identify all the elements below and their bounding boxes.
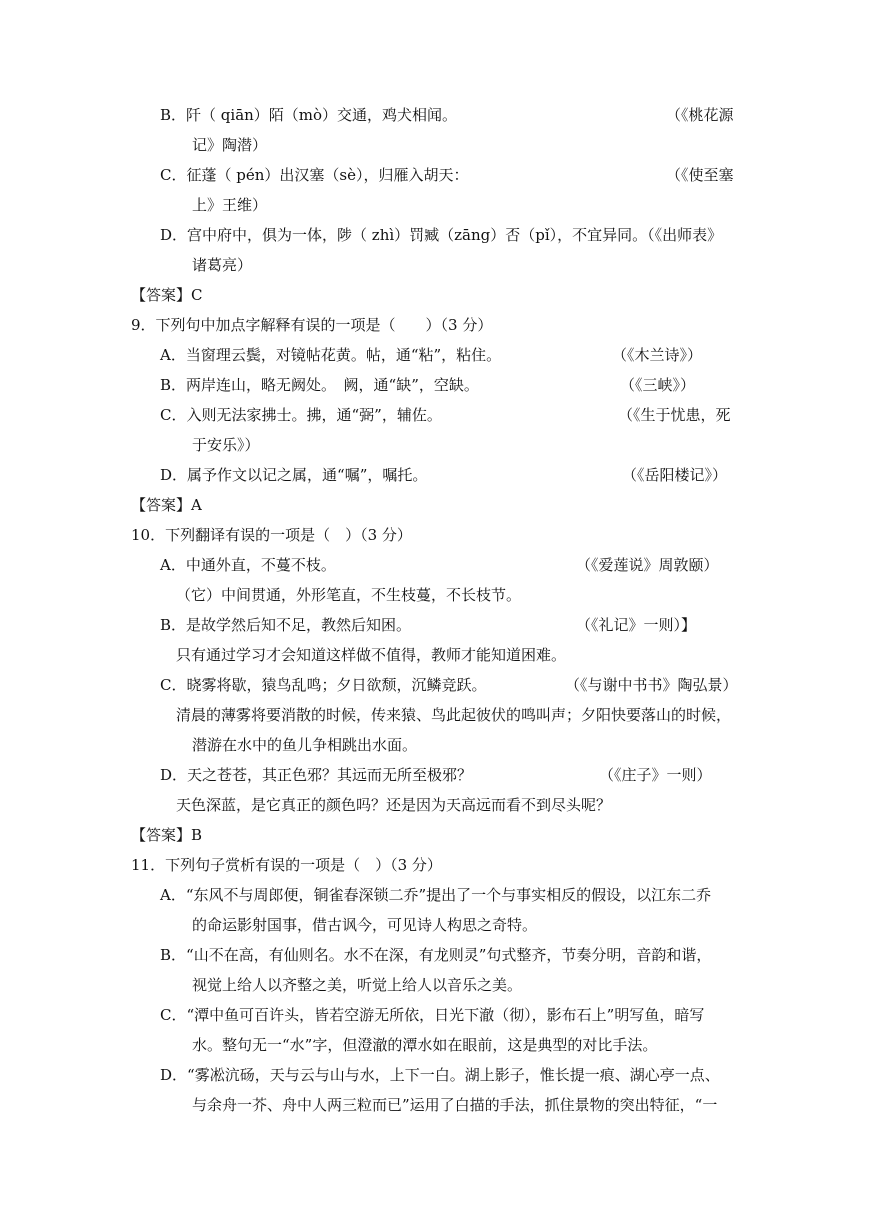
q10-option-d: D．天之苍苍，其正色邪？其远而无所至极邪？ [160, 766, 473, 784]
q11-option-d: D．“雾凇沆砀，天与云与山与水，上下一白。湖上影子，惟长提一痕、湖心亭一点、 [160, 1066, 720, 1084]
q8-answer: 【答案】C [131, 286, 203, 304]
q9-option-c-source: （《生于忧患，死 [618, 406, 731, 424]
q11-stem: 11．下列句子赏析有误的一项是（ ）（3 分） [131, 856, 442, 874]
q11-option-c-cont: 水。整句无一“水”字，但澄澈的潭水如在眼前，这是典型的对比手法。 [192, 1036, 658, 1054]
q10-stem: 10．下列翻译有误的一项是（ ）（3 分） [131, 526, 412, 544]
q9-option-a-source: （《木兰诗》） [612, 346, 703, 364]
q9-option-c: C．入则无法家拂士。拂，通“弼”，辅佐。 [160, 406, 442, 424]
q9-option-a: A．当窗理云鬓，对镜帖花黄。帖，通“粘”，粘住。 [160, 346, 502, 364]
q8-option-d-cont: 诸葛亮） [192, 256, 253, 274]
q10-option-a-translation: （它）中间贯通，外形笔直，不生枝蔓，不长枝节。 [176, 586, 522, 604]
q10-option-b: B．是故学然后知不足，教然后知困。 [160, 616, 412, 634]
q11-option-c: C．“潭中鱼可百许头，皆若空游无所依，日光下澈（彻），影布石上”明写鱼，暗写 [160, 1006, 705, 1024]
q10-option-b-source: （《礼记》一则）】 [576, 616, 697, 634]
q10-option-a: A．中通外直，不蔓不枝。 [160, 556, 336, 574]
q10-option-c-source: （《与谢中书书》陶弘景） [565, 676, 738, 694]
q10-option-b-translation: 只有通过学习才会知道这样做不值得，教师才能知道困难。 [176, 646, 567, 664]
q8-option-b-source: （《桃花源 [666, 106, 734, 124]
q11-option-b-cont: 视觉上给人以齐整之美，听觉上给人以音乐之美。 [192, 976, 523, 994]
q9-stem: 9．下列句中加点字解释有误的一项是（ ）（3 分） [131, 316, 493, 334]
q10-option-c-translation-cont: 潜游在水中的鱼儿争相跳出水面。 [192, 736, 418, 754]
q8-option-d: D．宫中府中，俱为一体，陟（ zhì）罚臧（zāng）否（pǐ），不宜异同。（《出师表》 [160, 226, 723, 244]
q9-option-c-source-cont: 于安乐》） [192, 436, 260, 454]
q9-option-d: D．属予作文以记之属，通“嘱”，嘱托。 [160, 466, 428, 484]
q11-option-b: B．“山不在高，有仙则名。水不在深，有龙则灵”句式整齐，节奏分明，音韵和谐， [160, 946, 712, 964]
q10-answer: 【答案】B [131, 826, 203, 844]
q11-option-a-cont: 的命运影射国事，借古讽今，可见诗人构思之奇特。 [192, 916, 538, 934]
q9-option-b-source: （《三峡》） [620, 376, 696, 394]
q8-option-c-source: （《使至塞 [666, 166, 734, 184]
q8-option-c-source-cont: 上》王维） [192, 196, 268, 214]
q8-option-b: B．阡（ qiān）陌（mò）交通，鸡犬相闻。 [160, 106, 458, 124]
q9-answer: 【答案】A [131, 496, 202, 514]
q10-option-c-translation: 清晨的薄雾将要消散的时候，传来猿、鸟此起彼伏的鸣叫声；夕阳快要落山的时候， [176, 706, 732, 724]
q11-option-d-cont: 与余舟一芥、舟中人两三粒而已”运用了白描的手法，抓住景物的突出特征，“一 [192, 1096, 718, 1114]
q9-option-d-source: （《岳阳楼记》） [622, 466, 728, 484]
q9-option-b: B．两岸连山，略无阙处。 阙，通“缺”，空缺。 [160, 376, 479, 394]
q11-option-a: A．“东风不与周郎便，铜雀春深锁二乔”提出了一个与事实相反的假设，以江东二乔 [160, 886, 712, 904]
q8-option-b-source-cont: 记》陶潜） [192, 136, 268, 154]
q10-option-d-translation: 天色深蓝，是它真正的颜色吗？还是因为天高远而看不到尽头呢？ [176, 796, 612, 814]
q10-option-d-source: （《庄子》一则） [599, 766, 712, 784]
q10-option-a-source: （《爱莲说》周敦颐） [576, 556, 719, 574]
q10-option-c: C．晓雾将歇，猿鸟乱鸣；夕日欲颓，沉鳞竞跃。 [160, 676, 487, 694]
q8-option-c: C．征蓬（ pén）出汉塞（sè），归雁入胡天： [160, 166, 469, 184]
